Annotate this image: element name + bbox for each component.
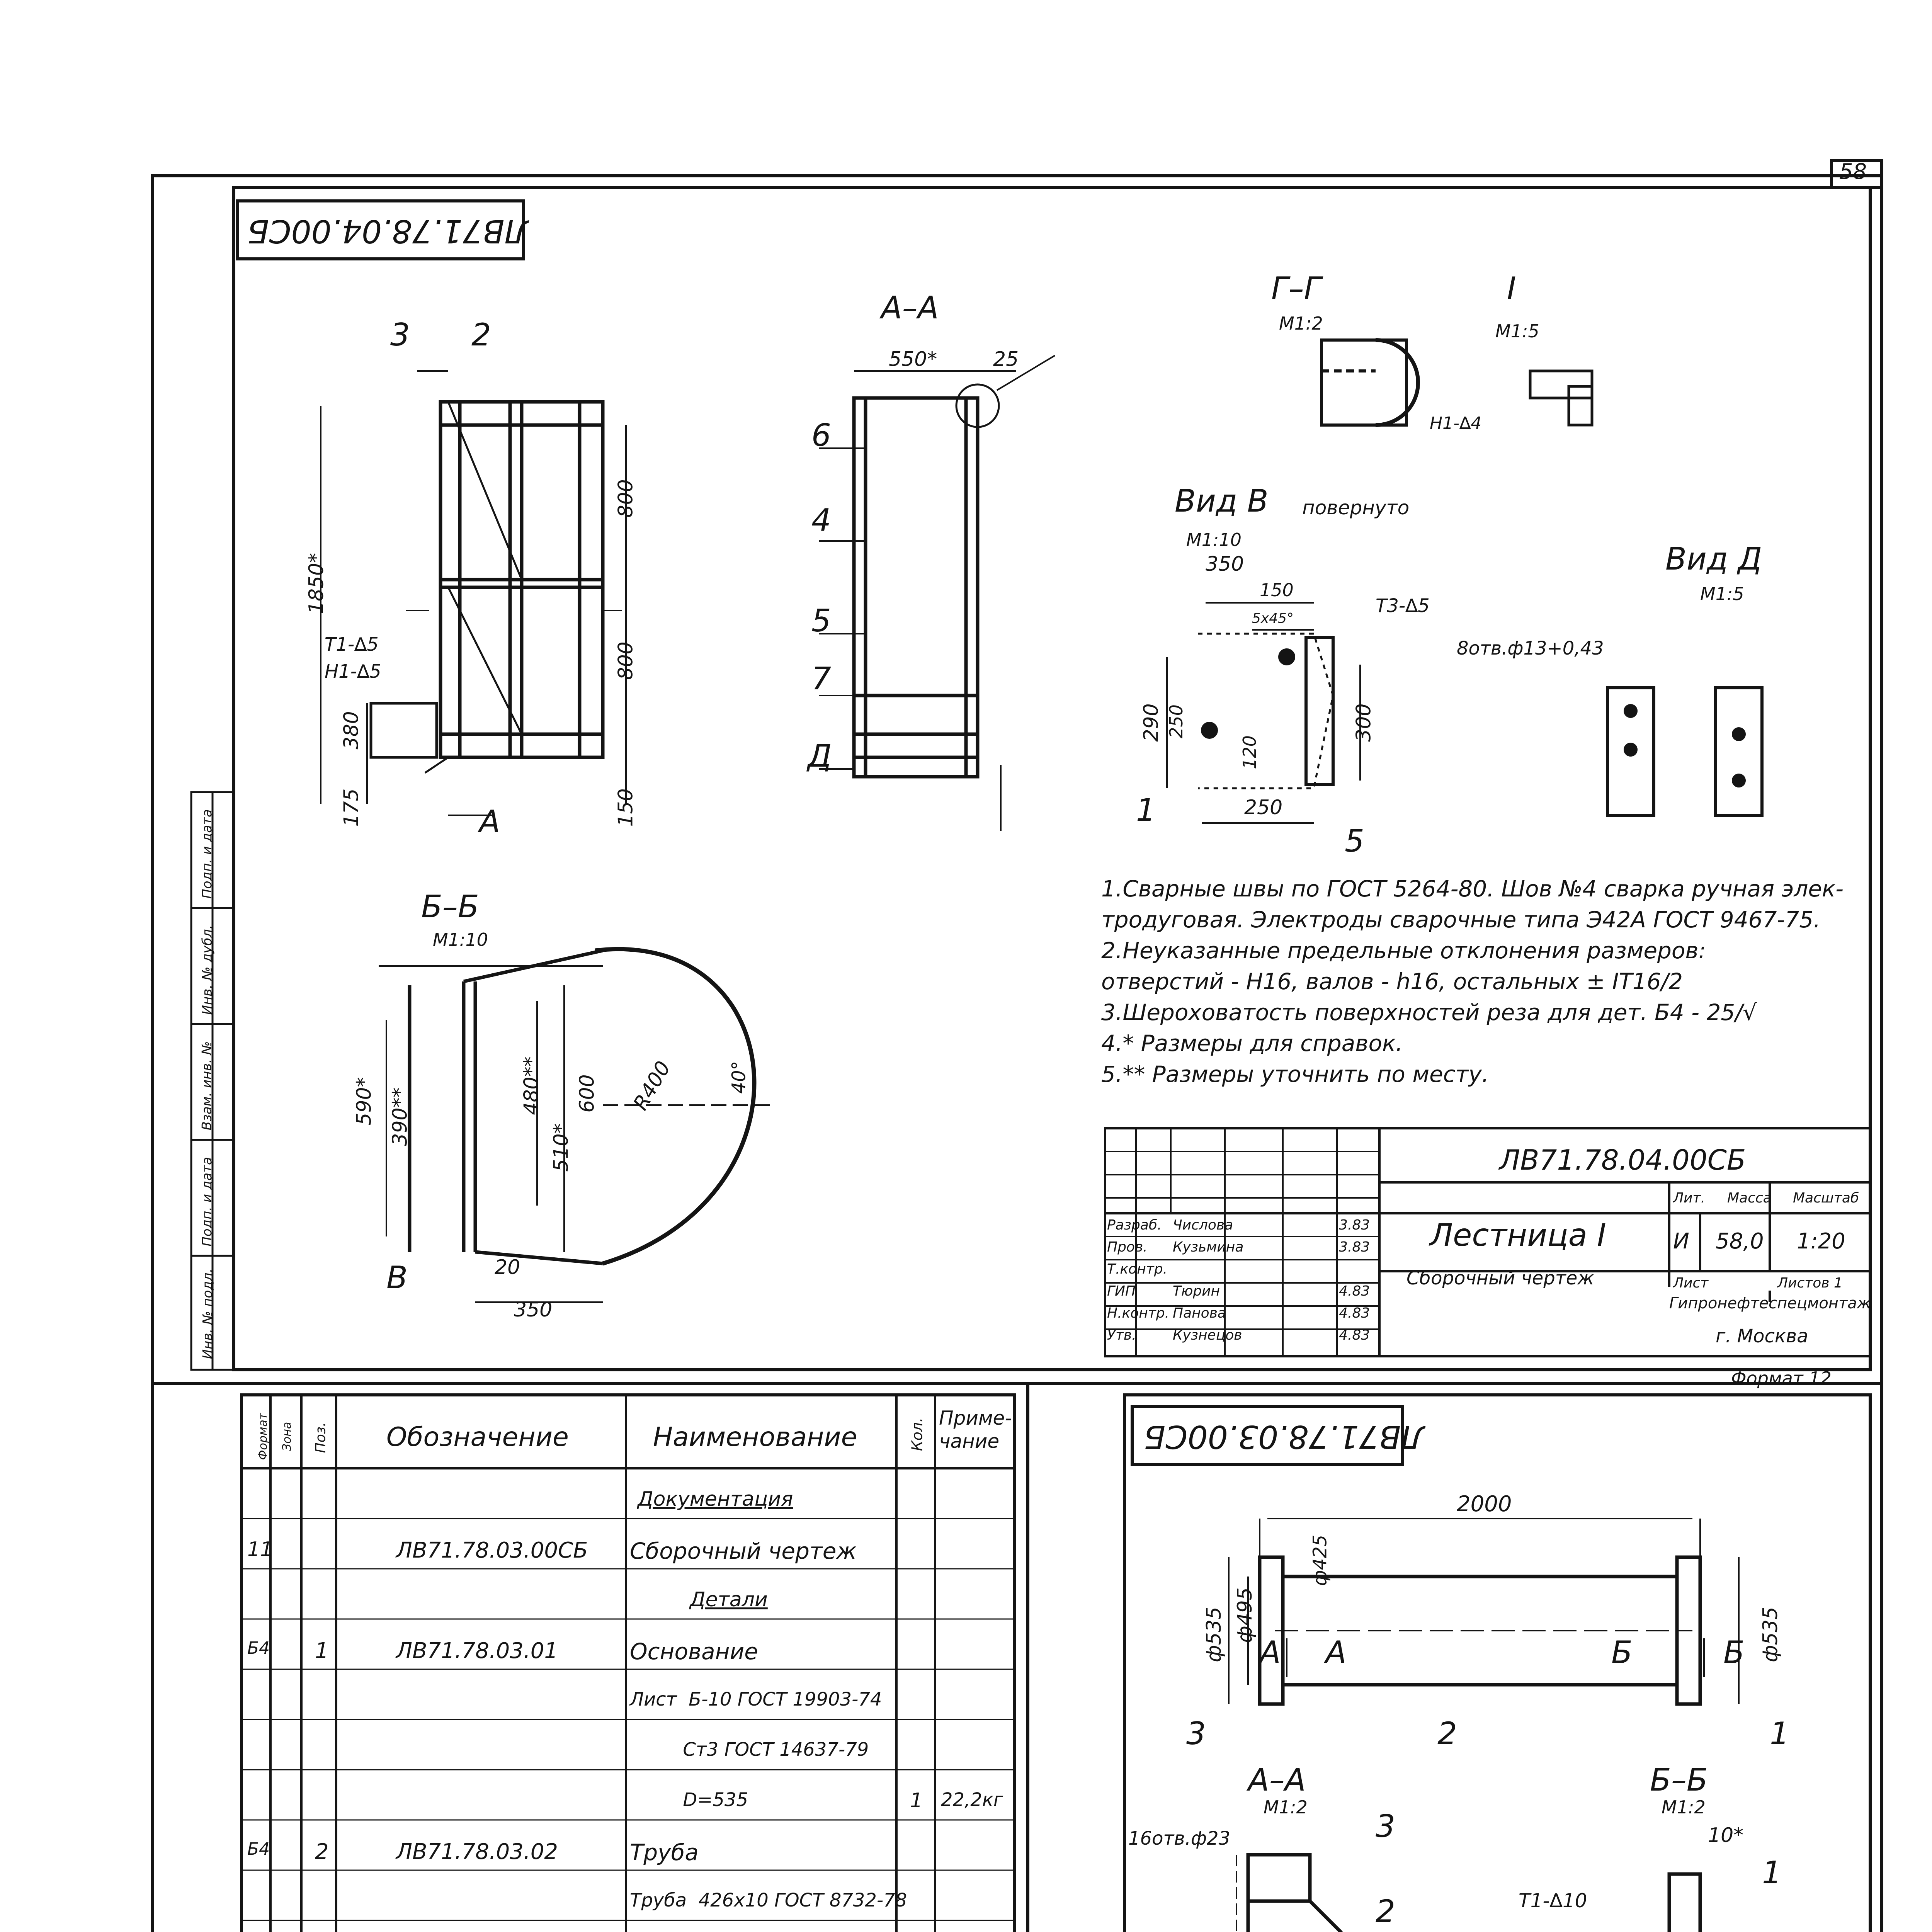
top-sheet-frame: [234, 187, 1870, 1370]
spec-header-pos: Поз.: [313, 1422, 329, 1453]
row-des: ЛВ71.78.03.02: [396, 1839, 558, 1864]
top-tb-city: г. Москва: [1716, 1325, 1808, 1347]
dim-2000: 2000: [1457, 1492, 1512, 1517]
dim-10-star: 10*: [1708, 1824, 1744, 1847]
dim-20: 20: [495, 1256, 520, 1279]
row-des: ЛВ71.78.03.01: [396, 1638, 558, 1663]
section-bb-scale: М1:10: [433, 929, 488, 950]
section-bb-label: Б–Б: [421, 889, 479, 925]
dim-150: 150: [614, 788, 638, 827]
role-date: 3.83: [1339, 1217, 1370, 1233]
dim-535-left: ф535: [1202, 1607, 1226, 1662]
view-v-label: Вид В: [1175, 483, 1269, 519]
callout-a-left: А: [1260, 1634, 1281, 1670]
callout-5-v: 5: [1345, 823, 1364, 859]
right-sheet-frame: [1124, 1395, 1870, 1932]
role-label: Утв.: [1107, 1327, 1136, 1343]
table-row: [242, 1522, 1014, 1573]
callout-b-left: Б: [1611, 1634, 1633, 1670]
role-row: [1107, 1261, 1378, 1283]
dim-r400: R400: [629, 1057, 675, 1114]
dim-350-v: 350: [1206, 553, 1244, 576]
callout-2-aa: 2: [1376, 1893, 1395, 1929]
node-i-label: I: [1507, 270, 1516, 306]
row-name: Детали: [690, 1588, 768, 1611]
view-d-scale: М1:5: [1700, 583, 1744, 604]
top-code-mirrored: ЛВ71.78.04.00СБ: [247, 213, 528, 249]
section-bb-right-scale: М1:2: [1662, 1797, 1706, 1818]
top-tb-org: Гипронефтеспецмонтаж: [1669, 1294, 1871, 1312]
weld-h1: Н1-∆5: [325, 661, 381, 682]
callout-2: 2: [471, 317, 491, 353]
view-d-label: Вид Д: [1665, 541, 1762, 577]
dim-600: 600: [575, 1074, 599, 1113]
callout-7: 7: [811, 661, 831, 697]
section-bb-right: Б–Б: [1650, 1762, 1708, 1798]
row-fmt: Б4: [247, 1638, 270, 1658]
dim-25: 25: [993, 348, 1019, 371]
dim-350-b: 350: [514, 1298, 553, 1321]
spec-header-qty: Кол.: [908, 1417, 926, 1451]
role-date: 4.83: [1339, 1327, 1370, 1343]
dim-40deg: 40°: [728, 1061, 750, 1094]
callout-d: Д: [808, 738, 832, 774]
role-name: Числова: [1173, 1217, 1233, 1233]
section-gg-label: Г–Г: [1271, 270, 1321, 306]
top-tb-lit-label: Лит.: [1673, 1190, 1705, 1206]
row-name: Труба 426х10 ГОСТ 8732-78: [630, 1889, 907, 1911]
note-line: 2.Неуказанные предельные отклонения размеров:: [1101, 937, 1706, 964]
weld-t1-bb: Т1-∆10: [1519, 1889, 1587, 1912]
top-tb-scale-label: Масштаб: [1793, 1190, 1859, 1206]
note-line: тродуговая. Электроды сварочные типа Э42А ГОСТ 9467-75.: [1101, 906, 1821, 933]
dim-390: 390**: [388, 1087, 412, 1146]
role-row: [1107, 1305, 1378, 1327]
role-label: Пров.: [1107, 1239, 1148, 1255]
top-tb-mass-label: Масса: [1727, 1190, 1772, 1206]
side-label: Взам. инв. №: [199, 1041, 215, 1131]
spec-rows: [242, 1472, 1014, 1932]
callout-1: 1: [1136, 792, 1156, 828]
row-name: Сборочный чертеж: [630, 1538, 857, 1564]
dim-5x45: 5х45°: [1252, 611, 1294, 626]
row-pos: 1: [315, 1638, 329, 1663]
row-fmt: Б4: [247, 1839, 270, 1859]
top-tb-designation: ЛВ71.78.04.00СБ: [1499, 1144, 1746, 1176]
side-label: Инв. № дубл.: [199, 925, 215, 1015]
top-tb-sheet: Лист: [1673, 1275, 1709, 1291]
top-tb-scale: 1:20: [1797, 1229, 1845, 1254]
node-i-scale: М1:5: [1495, 321, 1539, 342]
section-aa-right: А–А: [1248, 1762, 1306, 1798]
callout-2-r: 2: [1437, 1716, 1457, 1752]
spec-header-note: Приме-чание: [939, 1407, 1012, 1452]
table-row: [242, 1774, 1014, 1824]
table-row: [242, 1573, 1014, 1623]
dim-16-holes: 16отв.ф23: [1128, 1828, 1231, 1849]
top-tb-sheets: Листов 1: [1777, 1275, 1843, 1291]
row-des: ЛВ71.78.03.00СБ: [396, 1538, 588, 1563]
note-line: 3.Шероховатость поверхностей реза для дет. Б4 - 25/√: [1101, 999, 1757, 1026]
role-label: Разраб.: [1107, 1217, 1162, 1233]
dim-250: 250: [1165, 704, 1187, 738]
row-name: Труба: [630, 1839, 699, 1866]
role-name: Кузьмина: [1173, 1239, 1244, 1255]
note-line: отверстий - Н16, валов - h16, остальных ± IT16/2: [1101, 968, 1683, 995]
dim-175: 175: [340, 788, 363, 827]
dim-425: ф425: [1309, 1534, 1331, 1586]
role-name: Кузнецов: [1173, 1327, 1242, 1343]
view-v-suffix: повернуто: [1302, 497, 1410, 519]
dim-380: 380: [340, 711, 363, 750]
note-line: 4.* Размеры для справок.: [1101, 1030, 1403, 1056]
dim-480: 480**: [520, 1056, 543, 1115]
view-v-scale: М1:10: [1186, 529, 1242, 550]
weld-h1-i: Н1-∆4: [1430, 413, 1482, 433]
dim-290: 290: [1139, 703, 1163, 742]
callout-a-right: А: [1325, 1634, 1347, 1670]
top-tb-doctype: Сборочный чертеж: [1406, 1267, 1594, 1289]
top-tb-roles: [1107, 1217, 1378, 1349]
right-code-mirrored: ЛВ71.78.03.00СБ: [1144, 1418, 1425, 1455]
row-name: D=535: [630, 1789, 748, 1811]
spec-header-zone: Зона: [280, 1422, 294, 1451]
dim-800-a: 800: [614, 479, 638, 518]
row-pos: 2: [315, 1839, 329, 1864]
role-row: [1107, 1327, 1378, 1349]
callout-6: 6: [811, 417, 831, 453]
role-date: 3.83: [1339, 1239, 1370, 1255]
dim-holes-13: 8отв.ф13+0,43: [1457, 638, 1604, 659]
table-row: [242, 1924, 1014, 1932]
note-line: 1.Сварные швы по ГОСТ 5264-80. Шов №4 сварка ручная элек-: [1101, 876, 1844, 902]
row-qty: 1: [910, 1789, 923, 1812]
dim-590: 590*: [352, 1077, 376, 1126]
row-note: 22,2кг: [941, 1789, 1003, 1811]
side-label: Инв. № подл.: [200, 1268, 216, 1359]
callout-3: 3: [390, 317, 410, 353]
page-number: 58: [1839, 159, 1867, 184]
dim-535-right: ф535: [1759, 1607, 1782, 1662]
role-row: [1107, 1217, 1378, 1239]
callout-3-aa: 3: [1376, 1808, 1395, 1844]
role-date: 4.83: [1339, 1305, 1370, 1321]
table-row: [242, 1824, 1014, 1874]
dim-800-b: 800: [614, 641, 638, 680]
top-tb-mass: 58,0: [1716, 1229, 1764, 1254]
section-aa-label: А–А: [881, 290, 939, 326]
side-label: Подп. и дата: [199, 809, 215, 899]
row-name: Лист Б-10 ГОСТ 19903-74: [630, 1689, 882, 1710]
table-row: [242, 1673, 1014, 1723]
table-row: [242, 1874, 1014, 1924]
callout-4: 4: [811, 502, 831, 538]
dim-120: 120: [1239, 735, 1260, 769]
dim-510: 510*: [549, 1123, 573, 1172]
dim-495: ф495: [1233, 1587, 1257, 1643]
row-name: Основание: [630, 1638, 758, 1665]
table-row: [242, 1723, 1014, 1774]
callout-5: 5: [811, 603, 831, 639]
role-row: [1107, 1239, 1378, 1261]
note-line: 5.** Размеры уточнить по месту.: [1101, 1061, 1489, 1087]
top-tb-name: Лестница I: [1430, 1217, 1606, 1253]
role-date: 4.83: [1339, 1283, 1370, 1299]
weld-t1: Т1-∆5: [325, 634, 379, 655]
spec-header-format: Формат: [256, 1413, 270, 1460]
top-tb-lit: И: [1673, 1229, 1689, 1254]
dim-550: 550*: [889, 348, 937, 371]
row-fmt: 11: [247, 1538, 273, 1561]
role-label: Н.контр.: [1107, 1305, 1170, 1321]
table-row: [242, 1623, 1014, 1673]
spec-header-designation: Обозначение: [386, 1422, 569, 1452]
side-label: Подп. и дата: [199, 1157, 215, 1247]
weld-t3: Т3-∆5: [1376, 595, 1430, 617]
dim-1850: 1850*: [305, 553, 328, 614]
row-name: Документация: [638, 1488, 793, 1511]
role-label: Т.контр.: [1107, 1261, 1168, 1277]
dim-300: 300: [1352, 703, 1376, 742]
callout-a: А: [479, 804, 500, 840]
table-row: [242, 1472, 1014, 1522]
section-aa-right-scale: М1:2: [1264, 1797, 1308, 1818]
section-gg-scale: М1:2: [1279, 313, 1323, 334]
top-tb-format: Формат 12: [1731, 1368, 1832, 1389]
callout-1-bb: 1: [1762, 1855, 1782, 1891]
callout-v: В: [386, 1260, 408, 1296]
role-row: [1107, 1283, 1378, 1305]
role-name: Панова: [1173, 1305, 1226, 1321]
top-notes: [1101, 873, 1844, 1090]
dim-150-v: 150: [1260, 580, 1294, 600]
callout-1-r: 1: [1770, 1716, 1789, 1752]
callout-3-r: 3: [1186, 1716, 1206, 1752]
callout-b-right: Б: [1723, 1634, 1745, 1670]
dim-250-b: 250: [1244, 796, 1283, 819]
spec-header-name: Наименование: [653, 1422, 857, 1452]
role-label: ГИП: [1107, 1283, 1136, 1299]
role-name: Тюрин: [1173, 1283, 1220, 1299]
row-name: Ст3 ГОСТ 14637-79: [630, 1739, 869, 1760]
